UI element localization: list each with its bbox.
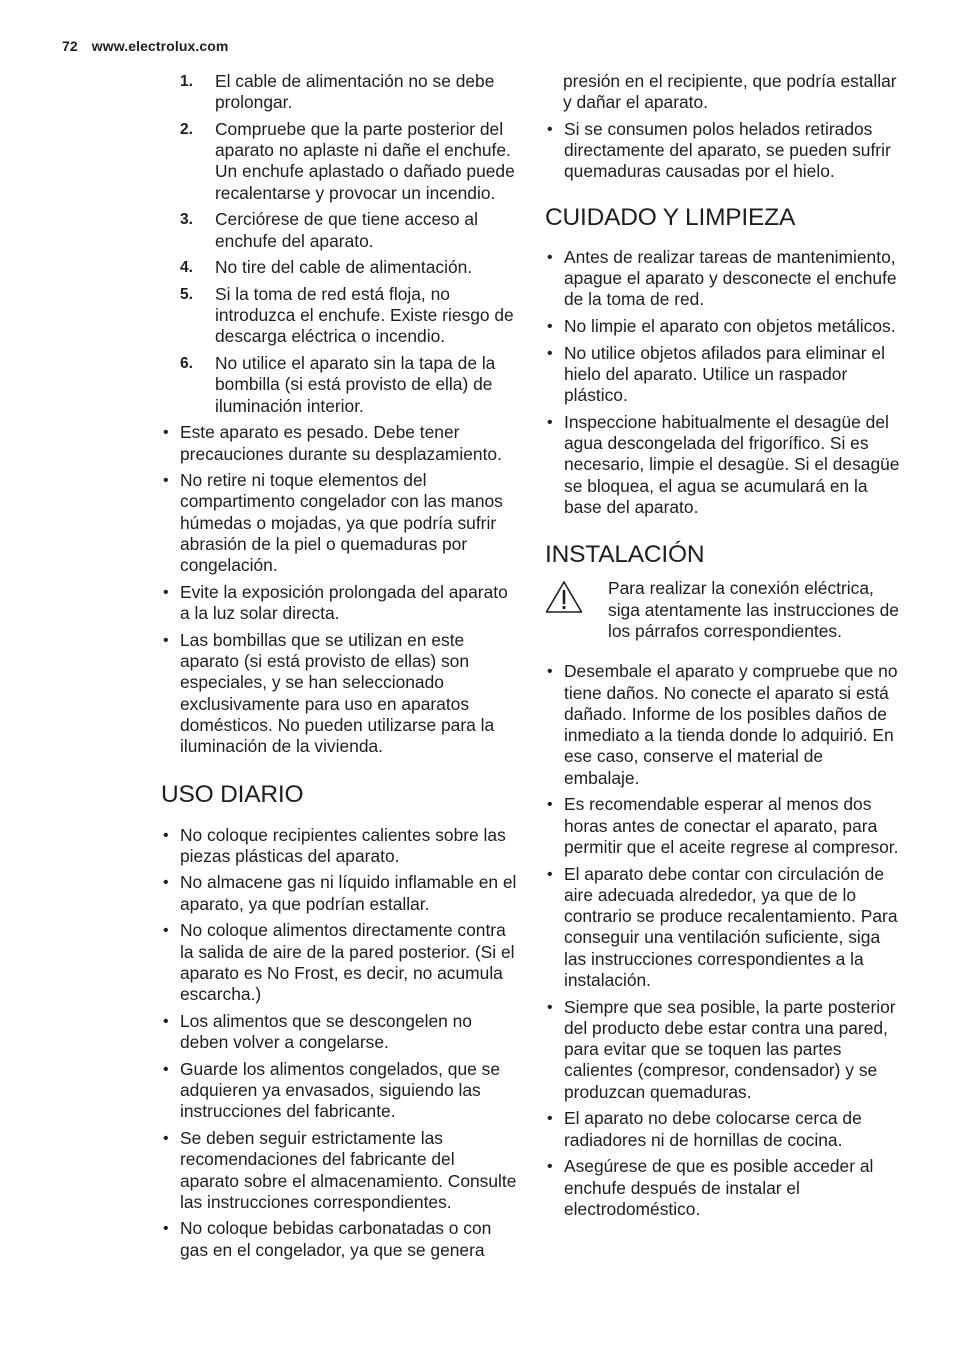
item-text: Si la toma de red está floja, no introduzca el enchufe. Existe riesgo de descarga eléctrica o incendio. xyxy=(215,283,514,347)
bullet-text: Siempre que sea posible, la parte posterior del producto debe estar contra una pared, para evitar que se toquen las partes calientes (compresor, condensador) y se produzcan quemaduras. xyxy=(564,996,896,1102)
section-heading-cuidado: CUIDADO Y LIMPIEZA xyxy=(545,203,796,231)
numbered-list xyxy=(161,71,517,417)
bullet-item xyxy=(161,1128,517,1213)
bullet-list xyxy=(161,825,517,1261)
item-number: 6. xyxy=(180,355,193,373)
bullet-text: Desembale el aparato y compruebe que no tiene daños. No conecte el aparato si está dañado. Informe de los posibles daños de inmediato a la tienda donde lo adquirió. En ese caso, conserve el material de embalaje. xyxy=(564,661,898,788)
bullet-item xyxy=(161,630,517,758)
bullet-icon: • xyxy=(547,1158,553,1176)
section-heading-instalacion: INSTALACIÓN xyxy=(545,541,705,569)
item-number: 2. xyxy=(180,120,193,138)
item-number: 1. xyxy=(180,73,193,90)
bullet-text: Se deben seguir estrictamente las recomendaciones del fabricante del aparato sobre el almacenamiento. Consulte las instrucciones correspondientes. xyxy=(180,1127,517,1212)
bullet-item xyxy=(161,872,517,915)
bullet-list xyxy=(545,247,901,518)
bullet-text: No utilice objetos afilados para eliminar el hielo del aparato. Utilice un raspador plástico. xyxy=(564,342,885,406)
bullet-icon: • xyxy=(163,922,169,940)
bullet-item xyxy=(545,343,901,407)
bullet-text: Inspeccione habitualmente el desagüe del agua descongelada del frigorífico. Si es necesario, limpie el desagüe. Si el desagüe se bloquea, el agua se acumulará en la base del aparato. xyxy=(564,411,900,517)
bullet-icon: • xyxy=(163,1012,169,1030)
numbered-item xyxy=(161,71,517,114)
bullet-item xyxy=(545,316,901,337)
bullet-text: Las bombillas que se utilizan en este aparato (si está provisto de ellas) son especiales, y se han seleccionado exclusivamente para uso en aparatos domésticos. No pueden utilizarse para la iluminación de la vivienda. xyxy=(180,629,495,757)
bullet-text: Este aparato es pesado. Debe tener precauciones durante su desplazamiento. xyxy=(180,422,502,464)
left-column xyxy=(161,71,517,1266)
bullet-text: No coloque recipientes calientes sobre las piezas plásticas del aparato. xyxy=(180,824,506,866)
item-text: El cable de alimentación no se debe prolongar. xyxy=(215,71,495,113)
bullet-icon: • xyxy=(547,317,553,335)
continued-paragraph xyxy=(545,71,901,114)
bullet-icon: • xyxy=(163,472,169,490)
bullet-item xyxy=(545,864,901,992)
bullet-icon: • xyxy=(163,1060,169,1078)
bullet-text: Evite la exposición prolongada del aparato a la luz solar directa. xyxy=(180,581,508,624)
bullet-icon: • xyxy=(163,583,169,601)
item-number: 3. xyxy=(180,211,193,229)
bullet-text: No retire ni toque elementos del compartimento congelador con las manos húmedas o mojadas, ya que podría sufrir abrasión de la piel o quemaduras por congelación. xyxy=(180,470,503,576)
bullet-icon: • xyxy=(163,631,169,649)
bullet-item xyxy=(545,412,901,518)
bullet-list xyxy=(545,119,901,183)
bullet-item xyxy=(161,825,517,868)
bullet-list xyxy=(545,661,901,1220)
bullet-item xyxy=(545,1108,901,1151)
item-text: No utilice el aparato sin la tapa de la bombilla (si está provisto de ella) de iluminación interior. xyxy=(215,353,496,416)
bullet-item xyxy=(545,794,901,858)
bullet-text: No limpie el aparato con objetos metálicos. xyxy=(564,315,896,336)
bullet-item xyxy=(161,422,517,465)
bullet-text: Los alimentos que se descongelen no deben volver a congelarse. xyxy=(180,1010,472,1053)
bullet-item xyxy=(161,1011,517,1054)
site-url: www.electrolux.com xyxy=(91,38,229,54)
bullet-item xyxy=(161,920,517,1005)
bullet-text: Si se consumen polos helados retirados directamente del aparato, se pueden sufrir quemaduras causadas por el hielo. xyxy=(564,118,891,182)
warning-note xyxy=(545,578,901,642)
item-number: 5. xyxy=(180,285,193,303)
right-column xyxy=(545,71,901,1225)
bullet-item xyxy=(545,1156,901,1220)
bullet-icon: • xyxy=(547,998,553,1016)
item-text: Cerciórese de que tiene acceso al enchufe del aparato. xyxy=(215,209,478,251)
bullet-item xyxy=(161,470,517,576)
bullet-text: El aparato debe contar con circulación de aire adecuada alrededor, ya que de lo contrario se produce recalentamiento. Para conseguir una ventilación suficiente, siga las instrucciones correspondientes a la instalación. xyxy=(564,863,898,990)
numbered-item xyxy=(161,284,517,348)
bullet-text: Asegúrese de que es posible acceder al enchufe después de instalar el electrodoméstico. xyxy=(564,1156,874,1219)
bullet-item xyxy=(545,119,901,183)
bullet-text: Guarde los alimentos congelados, que se adquieren ya envasados, siguiendo las instrucciones del fabricante. xyxy=(180,1058,500,1122)
bullet-icon: • xyxy=(163,1129,169,1147)
bullet-icon: • xyxy=(163,424,169,442)
numbered-item xyxy=(161,353,517,417)
bullet-icon: • xyxy=(163,874,169,892)
bullet-icon: • xyxy=(163,826,169,844)
bullet-text: No coloque alimentos directamente contra la salida de aire de la pared posterior. (Si el aparato es No Frost, es decir, no acumula escarcha.) xyxy=(180,920,515,1005)
bullet-icon: • xyxy=(547,865,553,883)
bullet-icon: • xyxy=(163,1220,169,1238)
bullet-item xyxy=(545,661,901,789)
bullet-list xyxy=(161,422,517,757)
bullet-text: No coloque bebidas carbonatadas o con gas en el congelador, ya que se genera xyxy=(180,1218,492,1260)
page-header xyxy=(62,38,228,54)
item-text: Compruebe que la parte posterior del aparato no aplaste ni dañe el enchufe. Un enchufe aplastado o dañado puede recalentarse y provocar un incendio. xyxy=(215,118,515,203)
item-number: 4. xyxy=(180,259,193,277)
numbered-item xyxy=(161,209,517,252)
bullet-icon: • xyxy=(547,1110,553,1128)
bullet-text: No almacene gas ni líquido inflamable en el aparato, ya que podrían estallar. xyxy=(180,872,517,914)
warning-triangle-icon xyxy=(545,580,583,614)
continued-text: presión en el recipiente, que podría estallar y dañar el aparato. xyxy=(563,71,897,113)
bullet-text: Es recomendable esperar al menos dos horas antes de conectar el aparato, para permitir que el aceite regrese al compresor. xyxy=(564,794,899,857)
bullet-icon: • xyxy=(547,120,553,138)
bullet-icon: • xyxy=(547,796,553,814)
bullet-icon: • xyxy=(547,248,553,266)
bullet-icon: • xyxy=(547,663,553,681)
bullet-item xyxy=(161,1059,517,1123)
bullet-item xyxy=(545,247,901,311)
bullet-item xyxy=(545,997,901,1103)
numbered-item xyxy=(161,119,517,204)
bullet-item xyxy=(161,582,517,625)
page-number: 72 xyxy=(62,38,78,54)
item-text: No tire del cable de alimentación. xyxy=(215,257,473,278)
bullet-text: El aparato no debe colocarse cerca de radiadores ni de hornillas de cocina. xyxy=(564,1108,862,1150)
bullet-item xyxy=(161,1218,517,1261)
section-heading-uso-diario: USO DIARIO xyxy=(161,780,304,808)
numbered-item xyxy=(161,257,517,278)
bullet-icon: • xyxy=(547,413,553,431)
bullet-text: Antes de realizar tareas de mantenimiento, apague el aparato y desconecte el enchufe de la toma de red. xyxy=(564,246,897,310)
warning-text: Para realizar la conexión eléctrica, siga atentamente las instrucciones de los párrafos correspondientes. xyxy=(608,578,899,641)
bullet-icon: • xyxy=(547,344,553,362)
